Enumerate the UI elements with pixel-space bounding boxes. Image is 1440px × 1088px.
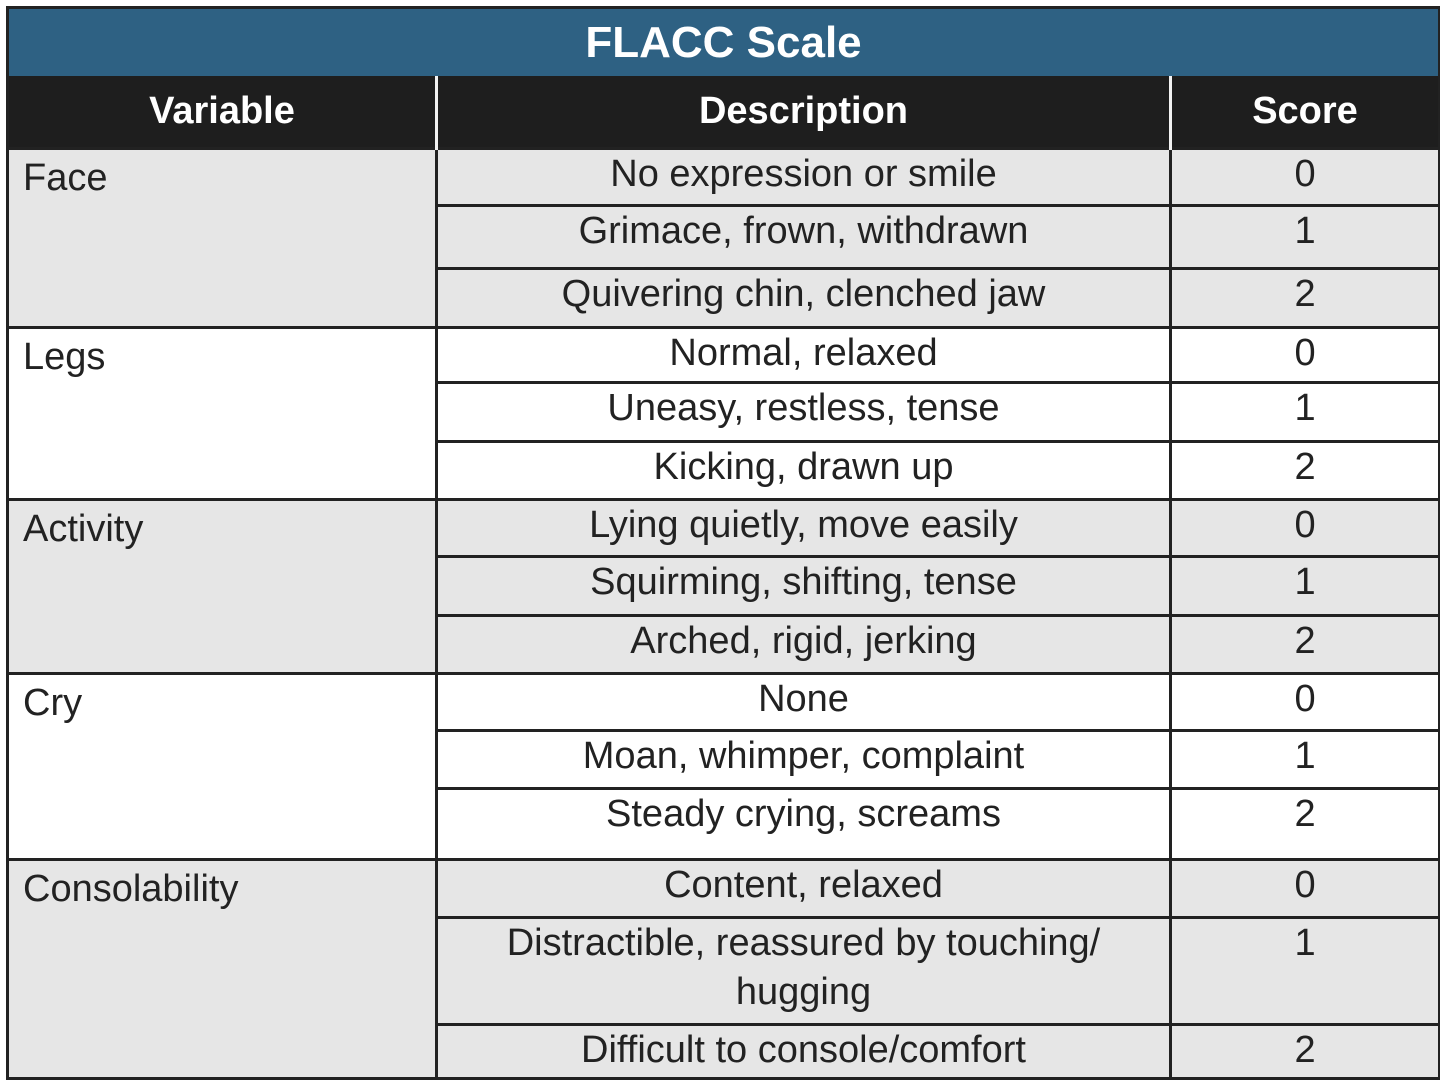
description-cell: Normal, relaxed [437, 328, 1171, 383]
description-cell: Content, relaxed [437, 860, 1171, 918]
score-cell: 1 [1171, 206, 1440, 269]
description-cell: Uneasy, restless, tense [437, 383, 1171, 442]
flacc-scale-table [6, 6, 1440, 1080]
description-cell: Steady crying, screams [437, 789, 1171, 860]
description-cell: Quivering chin, clenched jaw [437, 269, 1171, 328]
variable-cell: Face [8, 149, 437, 328]
variable-cell: Activity [8, 500, 437, 674]
table-row [8, 149, 1440, 206]
score-cell: 0 [1171, 328, 1440, 383]
score-cell: 2 [1171, 442, 1440, 500]
score-cell: 0 [1171, 674, 1440, 731]
header-variable: Variable [8, 76, 437, 149]
score-cell: 1 [1171, 383, 1440, 442]
table-row [8, 860, 1440, 918]
header-description: Description [437, 76, 1171, 149]
score-cell: 1 [1171, 731, 1440, 789]
description-cell: Grimace, frown, withdrawn [437, 206, 1171, 269]
description-cell: Squirming, shifting, tense [437, 557, 1171, 616]
header-row [8, 76, 1440, 149]
variable-cell: Cry [8, 674, 437, 860]
score-cell: 1 [1171, 918, 1440, 1025]
score-cell: 2 [1171, 616, 1440, 674]
description-cell: None [437, 674, 1171, 731]
score-cell: 0 [1171, 149, 1440, 206]
table-title: FLACC Scale [8, 8, 1440, 77]
table-body [8, 149, 1440, 1079]
description-cell: Arched, rigid, jerking [437, 616, 1171, 674]
table-row [8, 674, 1440, 731]
table-row [8, 328, 1440, 383]
title-row [8, 8, 1440, 77]
score-cell: 1 [1171, 557, 1440, 616]
description-cell: Moan, whimper, complaint [437, 731, 1171, 789]
description-cell: Difficult to console/comfort [437, 1025, 1171, 1079]
score-cell: 2 [1171, 269, 1440, 328]
variable-cell: Legs [8, 328, 437, 500]
table-row [8, 500, 1440, 557]
description-cell: Distractible, reassured by touching/ hugging [437, 918, 1171, 1025]
description-cell: Kicking, drawn up [437, 442, 1171, 500]
score-cell: 0 [1171, 860, 1440, 918]
description-cell: Lying quietly, move easily [437, 500, 1171, 557]
score-cell: 0 [1171, 500, 1440, 557]
variable-cell: Consolability [8, 860, 437, 1079]
header-score: Score [1171, 76, 1440, 149]
score-cell: 2 [1171, 1025, 1440, 1079]
description-cell: No expression or smile [437, 149, 1171, 206]
score-cell: 2 [1171, 789, 1440, 860]
